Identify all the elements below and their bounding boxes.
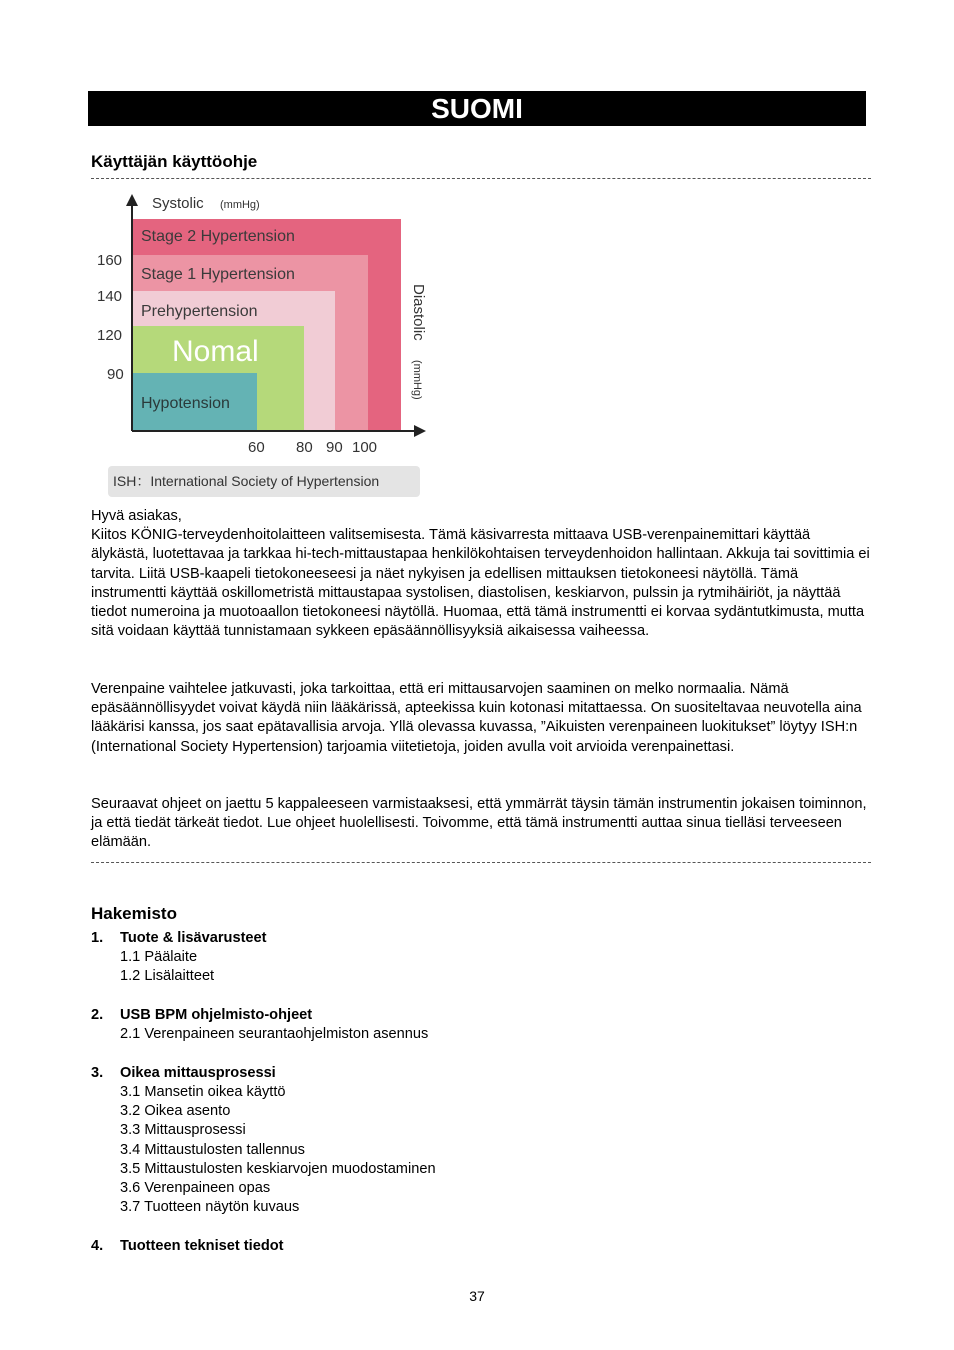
toc-section-number: 1.	[91, 930, 104, 946]
toc-section	[91, 929, 791, 987]
x-tick: 90	[326, 439, 343, 456]
toc-section-title: Tuote & lisävarusteet	[120, 930, 267, 946]
toc-item: 3.6 Verenpaineen opas	[120, 1180, 271, 1197]
toc-section	[91, 1064, 791, 1218]
toc-section-heading	[91, 1064, 791, 1083]
x-tick: 100	[352, 439, 378, 456]
divider-bottom	[91, 862, 871, 863]
toc-section-number: 4.	[91, 1237, 104, 1254]
toc-item: 3.2 Oikea asento	[120, 1103, 231, 1120]
y-tick: 160	[97, 252, 123, 269]
paragraph-2: Verenpaine vaihtelee jatkuvasti, joka tarkoittaa, että eri mittausarvojen saaminen on melko normaalia. Nämä epäsäännöllisyydet voivat käydä niin lääkärissä, apteekissa kuin kotonasi mitattaessa. On suositeltavaa neuvotella aina lääkärisi kanssa, jos saat epätavallisia arvoja. Yllä olevassa kuvassa, ”Aikuisten verenpaineen luokitukset” löytyy ISH:n (International Society Hypertension) tarjoamia viitetietoja, joiden avulla voit arvioida verenpainettasi.	[91, 681, 862, 755]
page-number: 37	[469, 1288, 485, 1304]
toc-item: 1.2 Lisälaitteet	[120, 968, 215, 985]
chart-caption: ISH：International Society of Hypertension	[113, 473, 380, 489]
toc-section	[91, 1237, 791, 1256]
y-axis-unit: (mmHg)	[220, 199, 260, 211]
zone-label-hypotension: Hypotension	[141, 395, 230, 412]
toc-item: 3.4 Mittaustulosten tallennus	[120, 1141, 305, 1158]
toc-section-number: 3.	[91, 1064, 104, 1081]
toc-item: 3.3 Mittausprosessi	[120, 1122, 246, 1139]
bp-classification-chart	[94, 188, 434, 500]
x-tick: 60	[248, 439, 265, 456]
toc-title: Hakemisto	[91, 904, 177, 923]
intro-text: Kiitos KÖNIG-terveydenhoitolaitteen valitsemisesta. Tämä käsivarresta mittaava USB-verenpainemittari käyttää älykästä, luotettavaa ja tarkkaa hi-tech-mittaustapaa henkilökohtaisen terveydenhoidon hallintaan. Akkuja tai sovittimia ei tarvita. Liitä USB-kaapeli tietokoneeseesi ja näet nykyisen ja edellisen mittauksen tietokoneesi näytöllä. Tämä instrumentti käyttää oskillometristä mittaustapaa systolisen, diastolisen, keskiarvon, pulssin ja rytmihäiriöt, ja näyttää tiedot numeroina ja muotoaallon tietokoneesi näytöllä. Huomaa, että tämä instrumentti ei korvaa sydäntutkimusta, mutta sitä voidaan käyttää tunnistamaan sykkeen epäsäännöllisyyksiä aikaisessa vaiheessa.	[91, 527, 870, 640]
toc-item: 1.1 Päälaite	[120, 949, 198, 966]
divider-top	[91, 178, 871, 179]
x-tick: 80	[296, 439, 313, 456]
x-axis-unit: (mmHg)	[411, 360, 423, 400]
paragraph-3: Seuraavat ohjeet on jaettu 5 kappaleeseen varmistaaksesi, että ymmärrät täysin tämän instrumentin jokaisen toiminnon, ja että tiedät tärkeät tiedot. Lue ohjeet huolellisesti. Toivomme, että tämä instrumentti auttaa sinua tielläsi terveeseen elämään.	[91, 796, 867, 851]
intro-paragraph	[91, 507, 871, 641]
y-axis-arrow	[126, 194, 138, 206]
greeting: Hyvä asiakas,	[91, 508, 182, 524]
toc-item: 3.7 Tuotteen näytön kuvaus	[120, 1199, 300, 1216]
toc-item: 3.5 Mittaustulosten keskiarvojen muodostaminen	[120, 1160, 436, 1177]
x-axis-arrow	[414, 425, 426, 437]
toc-section-number: 2.	[91, 1007, 104, 1023]
zone-label-normal: Nomal	[172, 335, 259, 368]
y-tick: 140	[97, 288, 123, 305]
toc-section-title: Oikea mittausprosessi	[120, 1064, 276, 1081]
x-axis-title: Diastolic	[410, 284, 427, 341]
zone-label-prehypertension: Prehypertension	[141, 303, 258, 320]
y-axis-title: Systolic	[152, 195, 204, 212]
page-title: Käyttäjän käyttöohje	[91, 152, 258, 171]
toc-section-heading	[91, 929, 791, 948]
zone-label-stage2: Stage 2 Hypertension	[141, 228, 295, 245]
toc-section-title: USB BPM ohjelmisto-ohjeet	[120, 1007, 313, 1023]
toc-item: 2.1 Verenpaineen seurantaohjelmiston asennus	[120, 1026, 429, 1043]
toc-section-title: Tuotteen tekniset tiedot	[120, 1237, 284, 1254]
toc-section	[91, 1006, 791, 1044]
zone-label-stage1: Stage 1 Hypertension	[141, 266, 295, 283]
table-of-contents	[91, 929, 791, 1275]
y-tick: 90	[107, 366, 124, 383]
toc-section-heading	[91, 1237, 791, 1256]
toc-section-heading	[91, 1006, 791, 1025]
toc-item: 3.1 Mansetin oikea käyttö	[120, 1084, 286, 1100]
y-tick: 120	[97, 327, 123, 344]
language-banner: SUOMI	[88, 91, 866, 126]
